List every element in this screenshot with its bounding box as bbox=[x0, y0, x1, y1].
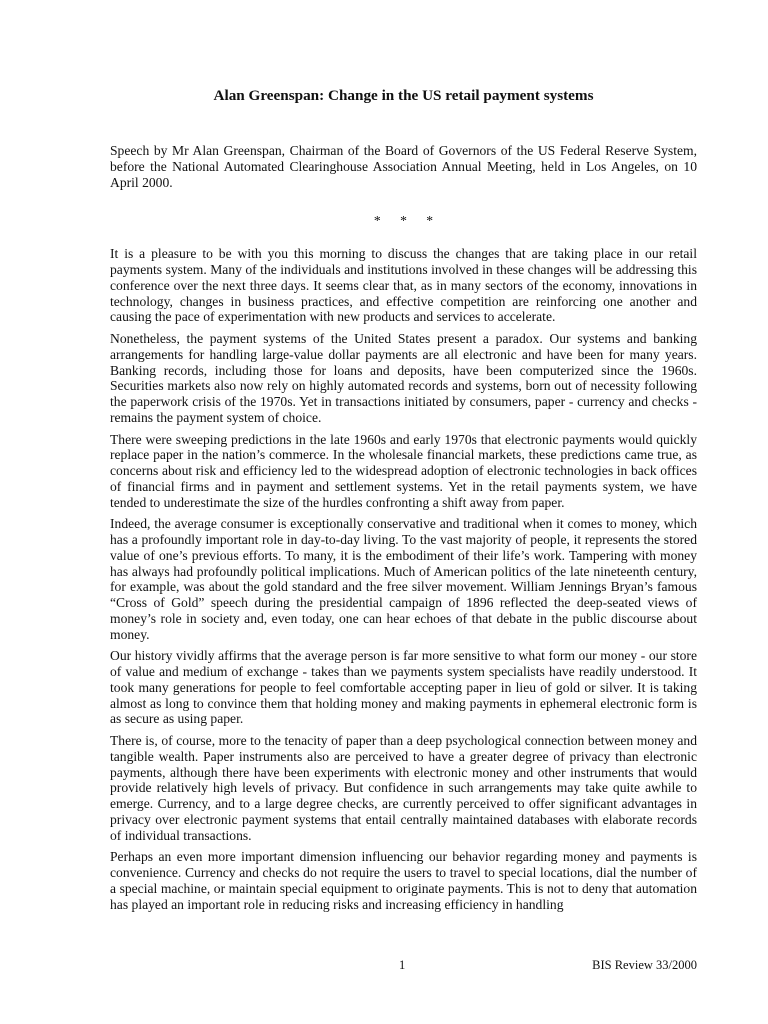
page-footer bbox=[110, 958, 697, 974]
page-number: 1 bbox=[399, 958, 406, 972]
body-paragraph-3: There were sweeping predictions in the late 1960s and early 1970s that electronic payments would quickly replace paper in the nation’s commerce. In the wholesale financial markets, these predictions came true, as concerns about risk and efficiency led to the widespread adoption of electronic technologies in back offices of financial firms and in payment and settlement systems. Yet in the retail payments system, we have tended to underestimate the size of the hurdles confronting a shift away from paper. bbox=[110, 431, 697, 510]
body-paragraph-5: Our history vividly affirms that the average person is far more sensitive to what form our money - our store of value and medium of exchange - takes than we payments system specialists have readily understood. It took many generations for people to feel comfortable accepting paper in lieu of gold or silver. It is taking almost as long to convince them that holding money and making payments in ephemeral electronic form is as secure as using paper. bbox=[110, 648, 697, 727]
body-paragraph-4: Indeed, the average consumer is exceptionally conservative and traditional when it comes to money, which has a profoundly important role in day-to-day living. To the vast majority of people, it represents the stored value of one’s previous efforts. To many, it is the embodiment of their life’s work. Tampering with money has always had profoundly political implications. Much of American politics of the late nineteenth century, for example, was about the gold standard and the free silver movement. William Jennings Bryan’s famous “Cross of Gold” speech during the presidential campaign of 1896 reflected the deep-seated views of money’s role in society and, even today, one can hear echoes of that debate in the public discourse about money. bbox=[110, 516, 697, 642]
body-paragraph-7: Perhaps an even more important dimension influencing our behavior regarding money and payments is convenience. Currency and checks do not require the users to travel to special locations, dial the number of a special machine, or maintain special equipment to originate payments. This is not to deny that automation has played an important role in reducing risks and increasing efficiency in handling bbox=[110, 849, 697, 912]
document-page bbox=[110, 86, 697, 918]
section-separator: * * * bbox=[373, 213, 434, 229]
speech-intro: Speech by Mr Alan Greenspan, Chairman of the Board of Governors of the US Federal Reserve System, before the National Automated Clearinghouse Association Annual Meeting, held in Los Angeles, on 10 April 2000. bbox=[110, 143, 697, 190]
body-paragraph-2: Nonetheless, the payment systems of the United States present a paradox. Our systems and banking arrangements for handling large-value dollar payments are all electronic and have been for many years. Banking records, including those for loans and deposits, have been computerized since the 1960s. Securities markets also now rely on highly automated records and systems, born out of necessity following the paperwork crisis of the 1970s. Yet in transactions initiated by consumers, paper - currency and checks - remains the payment system of choice. bbox=[110, 331, 697, 425]
body-paragraph-6: There is, of course, more to the tenacity of paper than a deep psychological connection between money and tangible wealth. Paper instruments also are perceived to have a greater degree of privacy than electronic payments, although there have been experiments with electronic money and other instruments that would provide relatively high levels of privacy. But confidence in such arrangements may take quite awhile to emerge. Currency, and to a large degree checks, are currently perceived to offer significant advantages in privacy over electronic payment systems that entail centrally maintained databases with elaborate records of individual transactions. bbox=[110, 733, 697, 843]
body-paragraph-1: It is a pleasure to be with you this morning to discuss the changes that are taking place in our retail payments system. Many of the individuals and institutions involved in these changes will be addressing this conference over the next three days. It seems clear that, as in many sectors of the economy, innovations in technology, changes in business practices, and effective competition are reinforcing one another and causing the pace of experimentation with new products and services to accelerate. bbox=[110, 246, 697, 325]
document-title: Alan Greenspan: Change in the US retail payment systems bbox=[213, 87, 594, 104]
publication-source: BIS Review 33/2000 bbox=[592, 958, 697, 972]
